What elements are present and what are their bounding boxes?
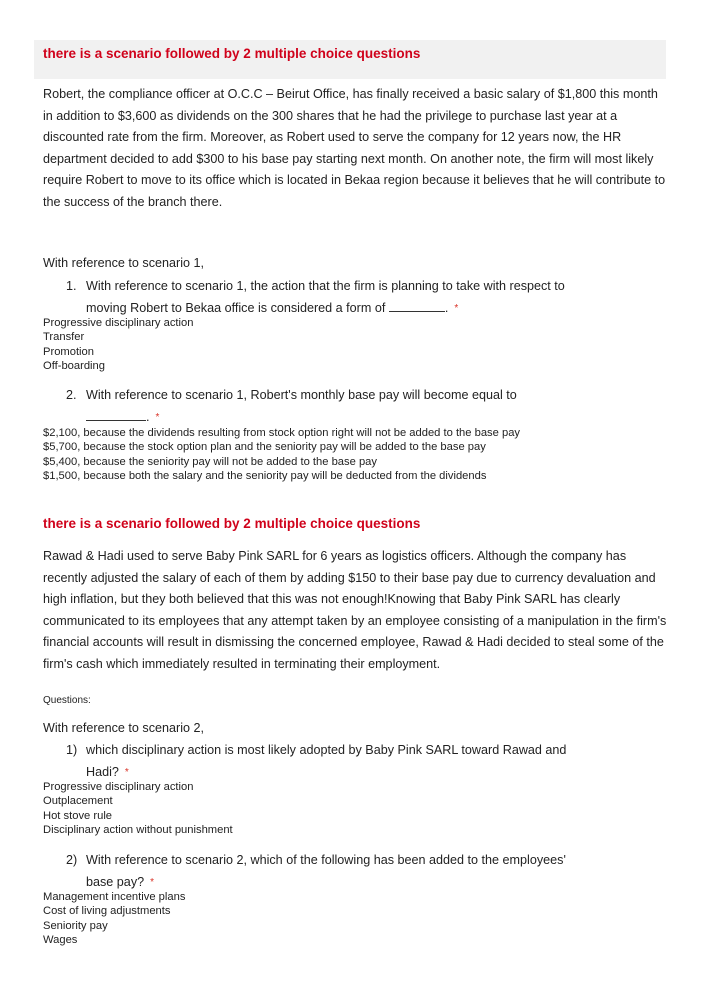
question-text-line1: With reference to scenario 1, Robert's monthly base pay will become equal to <box>86 388 517 402</box>
scenario-2-text: Rawad & Hadi used to serve Baby Pink SARL for 6 years as logistics officers. Although the company has recently adjusted the salary of each of them by adding $150 to their base pay due to currency devaluation and high inflation, but they both believed that this was not enough!Knowing that Baby Pink SARL has clearly communicated to its employees that any attempt taken by an employee consisting of a manipulation in the firm's financial accounts will result in dismissing the concerned employee, Rawad & Hadi decided to steal some of the firm's cash which immediately resulted in terminating their employment. <box>43 549 667 671</box>
option-hot-stove-rule[interactable]: Hot stove rule <box>43 809 113 822</box>
option-progressive-disciplinary-action[interactable]: Progressive disciplinary action <box>43 317 194 329</box>
scenario-1-reference: With reference to scenario 1, <box>43 256 204 270</box>
question-1-2 <box>66 385 666 428</box>
question-text-line2: moving Robert to Bekaa office is considered a form of <box>86 300 386 315</box>
option-cost-of-living-adjustments[interactable]: Cost of living adjustments <box>43 905 171 918</box>
option-5400[interactable]: $5,400, because the seniority pay will not be added to the base pay <box>43 455 377 468</box>
question-text-line1: With reference to scenario 1, the action that the firm is planning to take with respect to <box>86 279 565 293</box>
question-text-line2: base pay? <box>86 874 145 889</box>
required-asterisk: * <box>155 411 160 423</box>
question-2-2 <box>66 850 666 893</box>
question-1-1-options <box>43 316 193 374</box>
scenario-1-text: Robert, the compliance officer at O.C.C – Beirut Office, has finally received a basic salary of $1,800 this month in addition to $3,600 as dividends on the 300 shares that he had the privilege to purchase last year at a discounted rate from the firm. Moreover, as Robert used to serve the company for 12 years now, the HR department decided to add $300 to his base pay starting next month. On another note, the firm will most likely require Robert to move to its office which is located in Bekaa region because it believes that he will contribute to the success of the branch there. <box>43 87 666 209</box>
question-2-1-options <box>43 780 233 838</box>
option-1500[interactable]: $1,500, because both the salary and the seniority pay will be deducted from the dividends <box>43 470 487 483</box>
question-1-1 <box>66 276 666 319</box>
option-2100[interactable]: $2,100, because the dividends resulting from stock option right will not be added to the base pay <box>43 427 521 439</box>
option-outplacement[interactable]: Outplacement <box>43 795 113 808</box>
option-wages[interactable]: Wages <box>43 934 78 947</box>
question-text-line2: Hadi? <box>86 764 119 779</box>
option-disciplinary-action-without-punishment[interactable]: Disciplinary action without punishment <box>43 824 233 837</box>
option-seniority-pay[interactable]: Seniority pay <box>43 919 108 932</box>
required-asterisk: * <box>150 876 155 888</box>
option-5700[interactable]: $5,700, because the stock option plan and the seniority pay will be added to the base pay <box>43 441 486 454</box>
required-asterisk: * <box>124 766 129 778</box>
required-asterisk: * <box>454 302 459 314</box>
question-1-2-options <box>43 426 520 484</box>
section-2-header: there is a scenario followed by 2 multiple choice questions <box>34 512 666 536</box>
option-progressive-disciplinary-action[interactable]: Progressive disciplinary action <box>43 781 194 793</box>
question-text-line1: which disciplinary action is most likely adopted by Baby Pink SARL toward Rawad and <box>86 743 567 757</box>
answer-blank <box>86 410 146 421</box>
questions-label: Questions: <box>43 695 91 706</box>
period: . <box>146 409 150 424</box>
scenario-2-reference: With reference to scenario 2, <box>43 721 204 735</box>
question-number: 1) <box>66 743 78 757</box>
option-off-boarding[interactable]: Off-boarding <box>43 360 105 373</box>
period: . <box>444 300 449 315</box>
answer-blank <box>389 301 445 312</box>
option-management-incentive-plans[interactable]: Management incentive plans <box>43 891 186 903</box>
question-text-line1: With reference to scenario 2, which of the following has been added to the employees' <box>86 853 566 867</box>
question-number: 1. <box>66 279 77 293</box>
option-transfer[interactable]: Transfer <box>43 331 85 344</box>
question-number: 2) <box>66 853 78 867</box>
question-number: 2. <box>66 388 77 402</box>
question-2-2-options <box>43 890 185 948</box>
option-promotion[interactable]: Promotion <box>43 345 94 358</box>
question-2-1 <box>66 740 666 783</box>
section-1-header: there is a scenario followed by 2 multiple choice questions <box>34 40 666 79</box>
